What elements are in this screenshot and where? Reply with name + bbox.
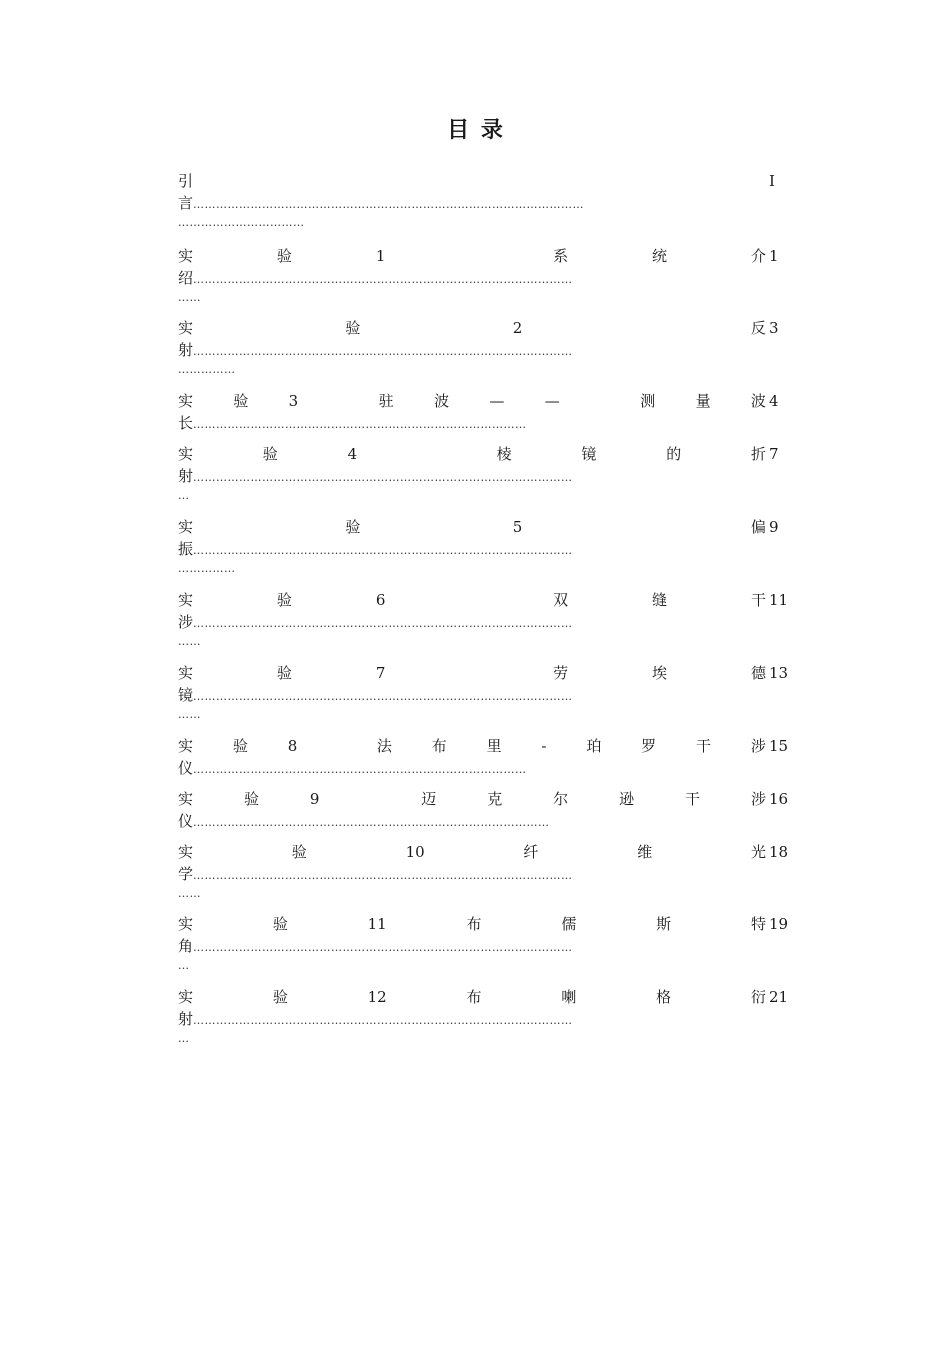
toc-entry-title-line: [178, 170, 790, 192]
toc-title-token: 劳: [553, 664, 569, 682]
toc-entry-title-line: [178, 913, 790, 935]
toc-entry-leader-line: [178, 192, 790, 214]
toc-entry[interactable]: [178, 245, 790, 309]
toc-title-token: 引: [178, 172, 194, 190]
toc-page-number: 7: [769, 445, 779, 463]
toc-entry-title: [178, 317, 766, 339]
toc-title-token: 光: [750, 843, 766, 861]
toc-title-last-char: 射: [178, 341, 194, 359]
toc-entry[interactable]: [178, 841, 790, 905]
toc-title-token: 4: [347, 445, 358, 463]
toc-entry-leader-line: [178, 935, 790, 957]
toc-entry-title-line: [178, 841, 790, 863]
toc-entry-leader-line: [178, 863, 790, 885]
toc-page-number: 1: [769, 247, 779, 265]
toc-title-token: 实: [178, 915, 194, 933]
toc-title-token: 纤: [523, 843, 539, 861]
toc-entry-leader-line: [178, 1008, 790, 1030]
toc-title-token: 布: [466, 915, 482, 933]
toc-title-token: 5: [512, 518, 523, 536]
toc-title-token: 迈: [421, 790, 437, 808]
toc-entry-title: [178, 245, 766, 267]
toc-title-last-char: 镜: [178, 686, 194, 704]
toc-title-token: 驻: [378, 392, 394, 410]
toc-title-token: 实: [178, 392, 194, 410]
toc-dot-leader: …: [178, 489, 190, 502]
toc-entry-title-line: [178, 986, 790, 1008]
toc-title-token: 的: [666, 445, 682, 463]
toc-page-number: 3: [769, 319, 779, 337]
toc-page-number: 18: [769, 843, 789, 861]
toc-entry-title-line: [178, 589, 790, 611]
toc-title-token: 布: [431, 737, 447, 755]
toc-title-token: 衍: [750, 988, 766, 1006]
toc-dot-leader: ……………: [178, 562, 236, 575]
toc-dot-leader-continued: [178, 214, 790, 234]
toc-page-number: I: [769, 172, 775, 190]
toc-title-token: 实: [178, 737, 194, 755]
toc-page-number: 15: [769, 737, 789, 755]
toc-dot-leader: ………………………………………………………………………………………: [193, 690, 573, 703]
toc-entry-title-line: [178, 317, 790, 339]
toc-title-last-char: 学: [178, 865, 194, 883]
toc-title-token: 实: [178, 790, 194, 808]
toc-entry-title-line: [178, 516, 790, 538]
toc-title-token: 实: [178, 843, 194, 861]
toc-entry-title-line: [178, 245, 790, 267]
toc-dot-leader: …: [178, 1032, 190, 1045]
toc-dot-leader-continued: [178, 957, 790, 977]
toc-title-token: 双: [553, 591, 569, 609]
toc-title-token: 验: [262, 445, 278, 463]
toc-page-number: 21: [769, 988, 789, 1006]
toc-title-token: 实: [178, 445, 194, 463]
toc-dot-leader-continued: [178, 487, 790, 507]
toc-title-token: 罗: [641, 737, 657, 755]
toc-title-token: 折: [750, 445, 766, 463]
toc-title-token: 量: [695, 392, 711, 410]
toc-title-token: 实: [178, 247, 194, 265]
toc-entry[interactable]: [178, 662, 790, 726]
toc-entry-title: [178, 390, 766, 412]
toc-entry[interactable]: [178, 913, 790, 977]
toc-entry-title: [178, 735, 766, 757]
toc-title-token: 尔: [553, 790, 569, 808]
toc-page-number: 19: [769, 915, 789, 933]
toc-entry-title-line: [178, 662, 790, 684]
toc-title-token: 波: [750, 392, 766, 410]
toc-title-token: 7: [375, 664, 386, 682]
toc-title-token: 3: [288, 392, 299, 410]
toc-entry-leader-line: [178, 684, 790, 706]
toc-dot-leader-continued: [178, 361, 790, 381]
toc-title-last-char: 仪: [178, 759, 194, 777]
toc-entry-title: [178, 841, 766, 863]
toc-dot-leader: ……: [178, 887, 201, 900]
toc-title-token: 反: [750, 319, 766, 337]
toc-title-token: 缝: [652, 591, 668, 609]
toc-entry-title-line: [178, 788, 790, 810]
toc-page-number: 13: [769, 664, 789, 682]
toc-title-token: 实: [178, 518, 194, 536]
toc-dot-leader: ……………………………………………………………………………: [193, 763, 527, 776]
toc-title-token: 验: [272, 988, 288, 1006]
toc-dot-leader: ………………………………………………………………………………………: [193, 544, 573, 557]
toc-title-token: 11: [367, 915, 387, 933]
toc-title-token: 验: [233, 392, 249, 410]
toc-title-token: 波: [434, 392, 450, 410]
toc-title-token: 棱: [496, 445, 512, 463]
toc-title-last-char: 绍: [178, 269, 194, 287]
toc-title-token: 统: [652, 247, 668, 265]
toc-entry-title: [178, 170, 766, 192]
toc-title-token: 德: [750, 664, 766, 682]
toc-dot-leader-continued: [178, 1030, 790, 1050]
toc-title-token: 验: [276, 664, 292, 682]
toc-title-token: 实: [178, 591, 194, 609]
toc-entry[interactable]: [178, 443, 790, 507]
toc-dot-leader: ………………………………………………………………………………………: [193, 617, 573, 630]
toc-entry-title-line: [178, 443, 790, 465]
toc-dot-leader-continued: [178, 706, 790, 726]
toc-title-last-char: 言: [178, 194, 194, 212]
toc-entry-title-line: [178, 735, 790, 757]
toc-title-token: 验: [276, 591, 292, 609]
toc-dot-leader: ………………………………………………………………………………………: [193, 869, 573, 882]
toc-entry-leader-line: [178, 267, 790, 289]
toc-title-token: 干: [685, 790, 701, 808]
toc-entry[interactable]: [178, 170, 790, 234]
toc-page-number: 4: [769, 392, 779, 410]
toc-title-token: 系: [553, 247, 569, 265]
toc-title-token: 12: [367, 988, 387, 1006]
toc-title-token: 实: [178, 664, 194, 682]
toc-title-token: 格: [656, 988, 672, 1006]
toc-entry[interactable]: [178, 788, 790, 832]
toc-title-token: 8: [287, 737, 298, 755]
toc-dot-leader: ……………………………………………………………………………: [193, 418, 527, 431]
toc-entry-title: [178, 589, 766, 611]
toc-title-token: 维: [637, 843, 653, 861]
toc-dot-leader: ……: [178, 708, 201, 721]
toc-title-token: 2: [512, 319, 523, 337]
toc-entry-leader-line: [178, 611, 790, 633]
toc-title-token: 里: [486, 737, 502, 755]
toc-title-token: 1: [375, 247, 386, 265]
toc-dot-leader: ……: [178, 635, 201, 648]
toc-dot-leader-continued: [178, 885, 790, 905]
toc-page-number: 16: [769, 790, 789, 808]
toc-title-token: —: [544, 392, 560, 410]
toc-dot-leader: …: [178, 959, 190, 972]
toc-title-last-char: 射: [178, 467, 194, 485]
toc-title-last-char: 涉: [178, 613, 194, 631]
toc-title-token: 验: [243, 790, 259, 808]
toc-title-token: 偏: [750, 518, 766, 536]
toc-title-token: 验: [345, 319, 361, 337]
toc-entry-title: [178, 662, 766, 684]
toc-entry-title-line: [178, 390, 790, 412]
toc-dot-leader-continued: [178, 560, 790, 580]
toc-entry[interactable]: [178, 390, 790, 434]
toc-dot-leader: …………………………………………………………………………………………: [193, 198, 585, 211]
page-title: 目 录: [447, 118, 505, 143]
toc-entry-title: [178, 443, 766, 465]
toc-title-last-char: 长: [178, 414, 194, 432]
toc-title-token: 逊: [619, 790, 635, 808]
toc-title-token: -: [541, 737, 547, 755]
toc-title-token: 涉: [750, 790, 766, 808]
toc-dot-leader: ………………………………………………………………………………………: [193, 273, 573, 286]
toc-entry-leader-line: [178, 538, 790, 560]
toc-title-token: 布: [466, 988, 482, 1006]
toc-dot-leader: …………………………………………………………………………………: [193, 816, 550, 829]
toc-entry-leader-line: [178, 757, 790, 779]
toc-dot-leader: ………………………………………………………………………………………: [193, 1014, 573, 1027]
toc-title-last-char: 仪: [178, 812, 194, 830]
toc-title-token: 克: [487, 790, 503, 808]
toc-page-number: 9: [769, 518, 779, 536]
toc-title-token: 干: [750, 591, 766, 609]
toc-entry[interactable]: [178, 986, 790, 1050]
toc-entry[interactable]: [178, 735, 790, 779]
toc-title-token: 验: [345, 518, 361, 536]
toc-dot-leader: ………………………………………………………………………………………: [193, 345, 573, 358]
toc-title-token: 实: [178, 319, 194, 337]
toc-title-last-char: 振: [178, 540, 194, 558]
toc-dot-leader: ……………………………: [178, 216, 305, 229]
toc-title-token: 6: [375, 591, 386, 609]
toc-entry-title: [178, 516, 766, 538]
toc-title-token: 干: [696, 737, 712, 755]
toc-title-token: 镜: [581, 445, 597, 463]
toc-page-number: 11: [769, 591, 789, 609]
toc-dot-leader: ……: [178, 291, 201, 304]
toc-title-token: 儒: [561, 915, 577, 933]
toc-title-token: 10: [405, 843, 425, 861]
toc-entry-leader-line: [178, 810, 790, 832]
toc-entry[interactable]: [178, 589, 790, 653]
toc-title-token: 涉: [750, 737, 766, 755]
toc-entry-title: [178, 788, 766, 810]
toc-entry-leader-line: [178, 339, 790, 361]
toc-title-token: 验: [291, 843, 307, 861]
toc-title-token: 埃: [652, 664, 668, 682]
toc-dot-leader: ………………………………………………………………………………………: [193, 471, 573, 484]
toc-dot-leader-continued: [178, 633, 790, 653]
toc-entry-leader-line: [178, 412, 790, 434]
toc-title-token: 验: [276, 247, 292, 265]
toc-title-token: 斯: [656, 915, 672, 933]
toc-dot-leader: ……………: [178, 363, 236, 376]
toc-title-token: 珀: [586, 737, 602, 755]
toc-title-token: —: [489, 392, 505, 410]
toc-title-token: 法: [376, 737, 392, 755]
toc-entry[interactable]: [178, 516, 790, 580]
toc-title-token: 测: [640, 392, 656, 410]
toc-entry-title: [178, 913, 766, 935]
toc-title-token: 实: [178, 988, 194, 1006]
toc-entry-leader-line: [178, 465, 790, 487]
toc-title-token: 特: [750, 915, 766, 933]
toc-title-token: 9: [309, 790, 320, 808]
toc-title-last-char: 射: [178, 1010, 194, 1028]
toc-title-token: 验: [272, 915, 288, 933]
toc-title-token: 喇: [561, 988, 577, 1006]
toc-dot-leader: ………………………………………………………………………………………: [193, 941, 573, 954]
toc-title-token: 验: [232, 737, 248, 755]
toc-dot-leader-continued: [178, 289, 790, 309]
toc-entry-title: [178, 986, 766, 1008]
toc-title-last-char: 角: [178, 937, 194, 955]
toc-entry[interactable]: [178, 317, 790, 381]
toc-title-token: 介: [750, 247, 766, 265]
